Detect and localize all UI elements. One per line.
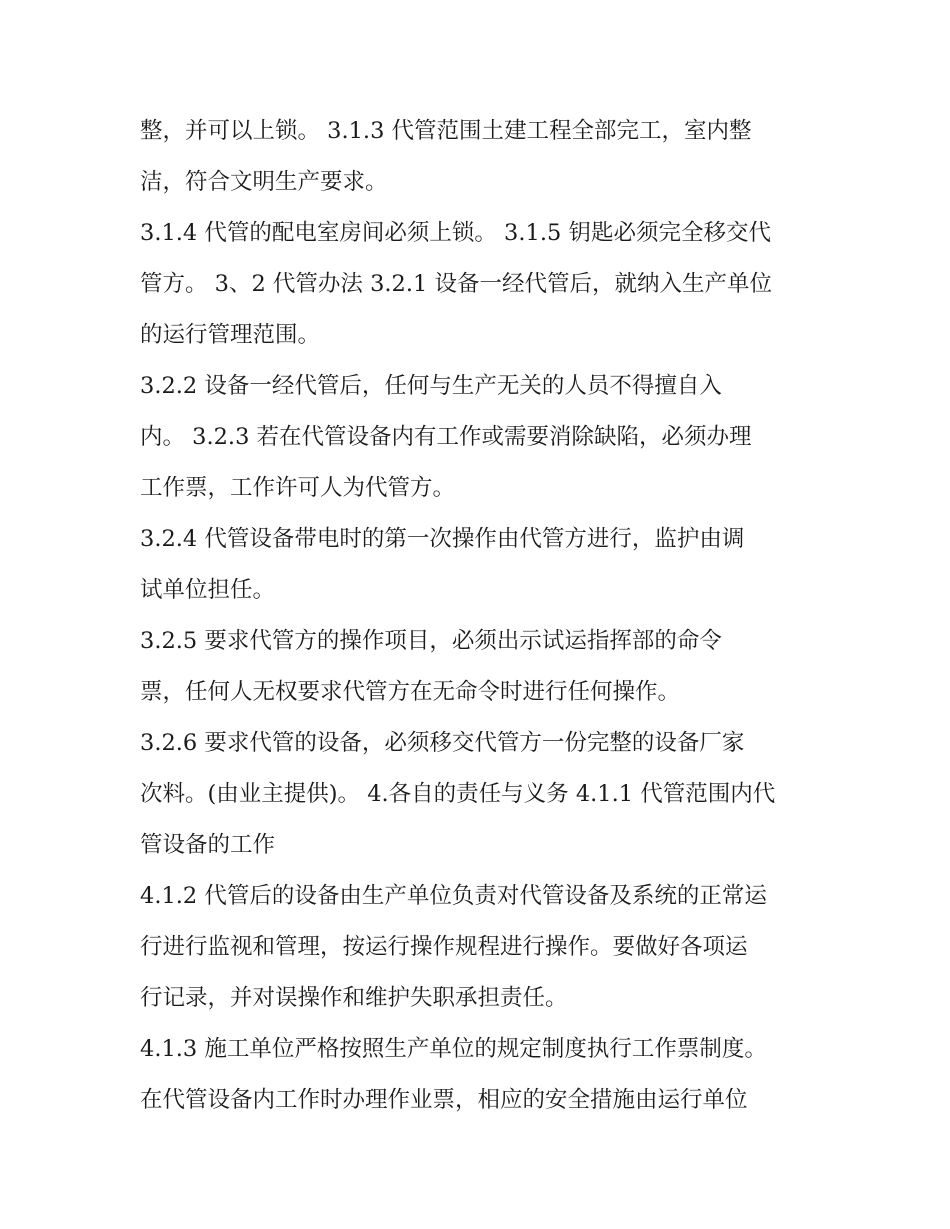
text-line: 管方。 3、2 代管办法 3.2.1 设备一经代管后，就纳入生产单位 [140,271,772,297]
text-line: 3.2.2 设备一经代管后，任何与生产无关的人员不得擅自入 [140,373,722,399]
text-line: 3.2.5 要求代管方的操作项目，必须出示试运指挥部的命令 [140,628,722,654]
text-line: 4.1.2 代管后的设备由生产单位负责对代管设备及系统的正常运 [140,883,767,909]
text-line: 次料。(由业主提供)。 4.各自的责任与义务 4.1.1 代管范围内代 [140,781,776,807]
text-line: 整，并可以上锁。 3.1.3 代管范围土建工程全部完工，室内整 [140,118,752,144]
text-line: 行进行监视和管理，按运行操作规程进行操作。要做好各项运 [140,934,748,960]
text-line: 洁，符合文明生产要求。 [140,169,388,195]
text-line: 3.1.4 代管的配电室房间必须上锁。 3.1.5 钥匙必须完全移交代 [140,220,771,246]
text-line: 试单位担任。 [140,577,276,603]
text-line: 管设备的工作 [140,832,276,858]
text-line: 3.2.4 代管设备带电时的第一次操作由代管方进行，监护由调 [140,526,745,552]
text-line: 内。 3.2.3 若在代管设备内有工作或需要消除缺陷，必须办理 [140,424,752,450]
text-line: 在代管设备内工作时办理作业票，相应的安全措施由运行单位 [140,1087,748,1113]
body-text [140,106,820,1126]
text-line: 票，任何人无权要求代管方在无命令时进行任何操作。 [140,679,681,705]
text-line: 3.2.6 要求代管的设备，必须移交代管方一份完整的设备厂家 [140,730,745,756]
text-line: 工作票，工作许可人为代管方。 [140,475,456,501]
text-line: 4.1.3 施工单位严格按照生产单位的规定制度执行工作票制度。 [140,1036,767,1062]
text-line: 行记录，并对误操作和维护失职承担责任。 [140,985,568,1011]
text-line: 的运行管理范围。 [140,322,321,348]
